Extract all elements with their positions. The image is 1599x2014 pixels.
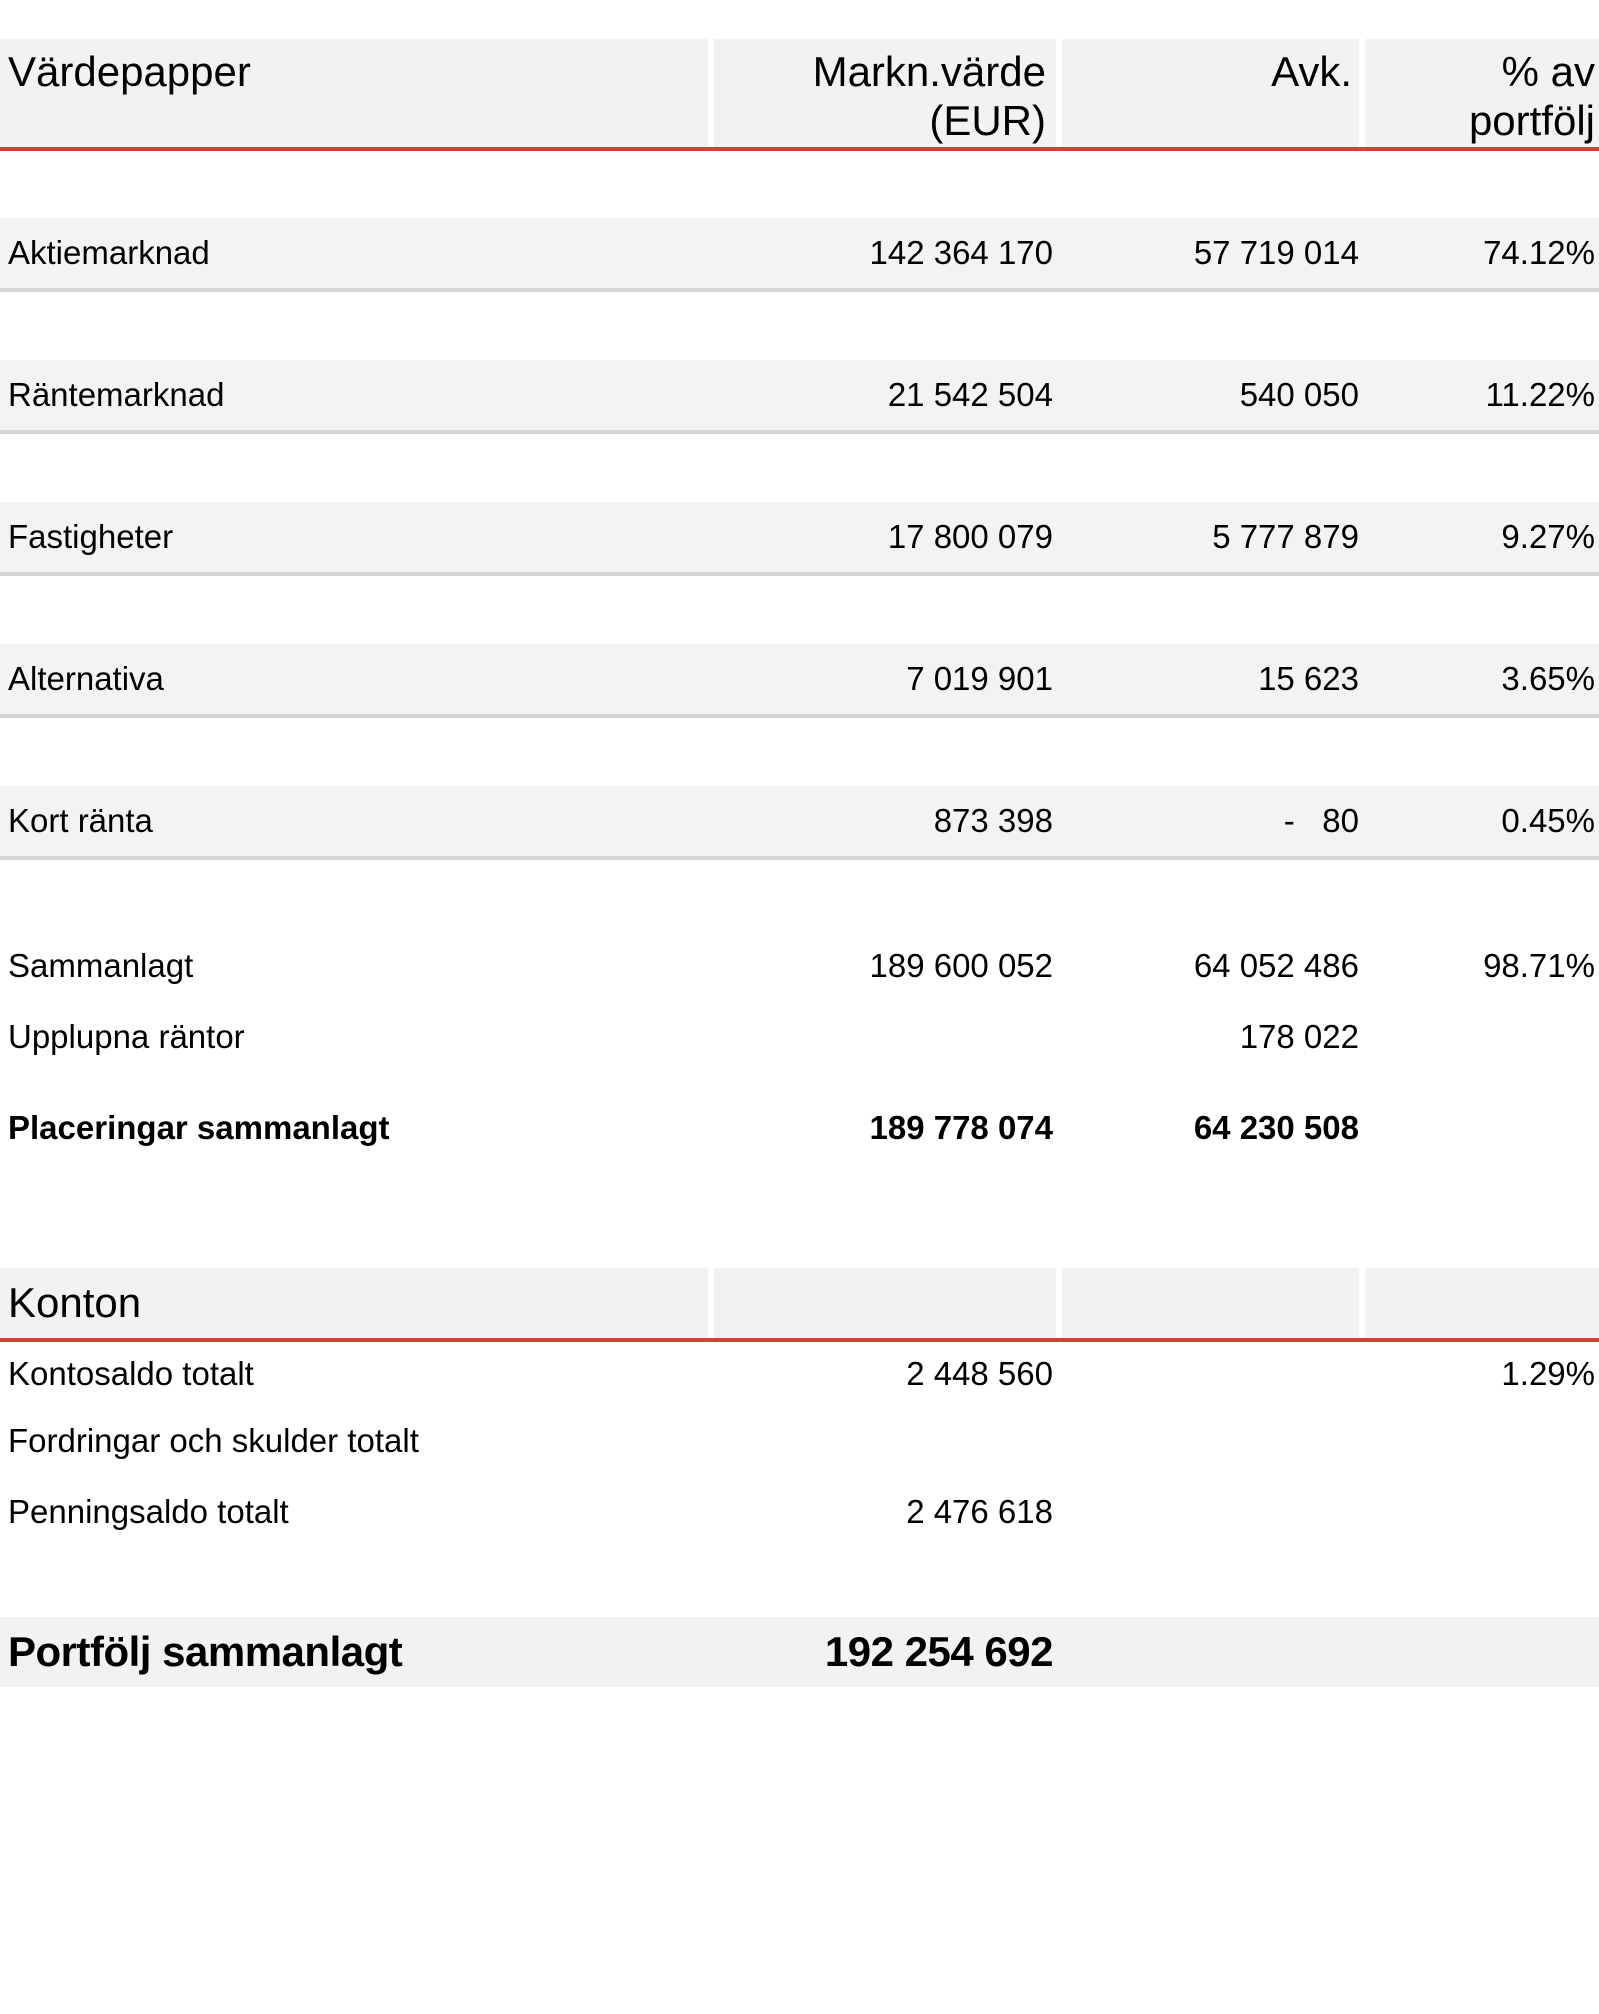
category-name: Räntemarknad <box>8 376 225 413</box>
column-divider <box>1056 1268 1062 1338</box>
cash-balance-row <box>0 1476 1599 1547</box>
spacer <box>0 1072 1599 1092</box>
sum-value: 189 600 052 <box>869 946 1053 984</box>
category-value: 873 398 <box>933 802 1053 839</box>
accrued-row <box>0 1001 1599 1072</box>
portfolio-total-row <box>0 1617 1599 1687</box>
category-name: Fastigheter <box>8 518 174 555</box>
header-return: Avk. <box>1271 48 1352 95</box>
category-value: 21 542 504 <box>887 376 1053 413</box>
table-row <box>0 786 1599 856</box>
spacer <box>0 860 1599 930</box>
column-divider <box>708 39 714 147</box>
accrued-label: Upplupna räntor <box>8 1017 245 1055</box>
category-share: 11.22% <box>1485 376 1595 413</box>
portfolio-total-label: Portfölj sammanlagt <box>8 1628 403 1675</box>
category-return: 540 050 <box>1239 376 1359 413</box>
header-market-value <box>708 39 1056 145</box>
balance-value: 2 448 560 <box>906 1354 1053 1392</box>
spacer <box>0 1163 1599 1268</box>
column-divider <box>1056 39 1062 147</box>
cash-value: 2 476 618 <box>906 1492 1053 1530</box>
cash-label: Penningsaldo totalt <box>8 1492 289 1530</box>
spacer <box>0 151 1599 218</box>
column-divider <box>1359 39 1365 147</box>
spacer <box>0 292 1599 360</box>
category-return: 15 623 <box>1258 660 1359 697</box>
category-share: 9.27% <box>1501 518 1595 555</box>
column-divider <box>708 1268 714 1338</box>
category-name: Aktiemarknad <box>8 234 210 271</box>
table-row <box>0 502 1599 572</box>
sum-label: Sammanlagt <box>8 946 194 984</box>
account-balance-row <box>0 1342 1599 1405</box>
category-share: 3.65% <box>1501 660 1595 697</box>
portfolio-total-value: 192 254 692 <box>824 1628 1053 1675</box>
header-market-value-line2: (EUR) <box>929 97 1046 144</box>
category-return: 5 777 879 <box>1212 518 1359 555</box>
category-share: 74.12% <box>1483 234 1595 271</box>
header-securities: Värdepapper <box>8 48 251 95</box>
investments-value: 189 778 074 <box>869 1108 1053 1146</box>
table-header <box>0 39 1599 147</box>
balance-label: Kontosaldo totalt <box>8 1354 254 1392</box>
category-value: 7 019 901 <box>906 660 1053 697</box>
sum-share: 98.71% <box>1483 946 1595 984</box>
header-share-line1: % av <box>1501 48 1595 95</box>
spacer <box>0 576 1599 644</box>
accounts-title: Konton <box>8 1279 142 1326</box>
spacer <box>0 718 1599 786</box>
category-name: Alternativa <box>8 660 164 697</box>
category-name: Kort ränta <box>8 802 153 839</box>
category-value: 142 364 170 <box>869 234 1053 271</box>
investments-total-row <box>0 1092 1599 1163</box>
table-row <box>0 644 1599 714</box>
sum-return: 64 052 486 <box>1193 946 1359 984</box>
receivables-row <box>0 1405 1599 1476</box>
header-share-line2: portfölj <box>1468 97 1595 144</box>
spacer <box>0 1547 1599 1617</box>
category-share: 0.45% <box>1501 802 1595 839</box>
table-row <box>0 218 1599 288</box>
sum-row <box>0 930 1599 1001</box>
category-value: 17 800 079 <box>887 518 1053 555</box>
header-share <box>1359 39 1599 145</box>
column-divider <box>1359 1268 1365 1338</box>
investments-label: Placeringar sammanlagt <box>8 1108 390 1146</box>
receivables-label: Fordringar och skulder totalt <box>8 1421 419 1459</box>
header-market-value-line1: Markn.värde <box>812 48 1046 95</box>
spacer <box>0 434 1599 502</box>
category-return: - 80 <box>1283 802 1359 839</box>
balance-share: 1.29% <box>1501 1354 1595 1392</box>
investments-return: 64 230 508 <box>1193 1108 1359 1146</box>
category-return: 57 719 014 <box>1193 234 1359 271</box>
portfolio-table <box>0 39 1599 1687</box>
accrued-return: 178 022 <box>1239 1017 1359 1055</box>
accounts-header <box>0 1268 1599 1338</box>
table-row <box>0 360 1599 430</box>
